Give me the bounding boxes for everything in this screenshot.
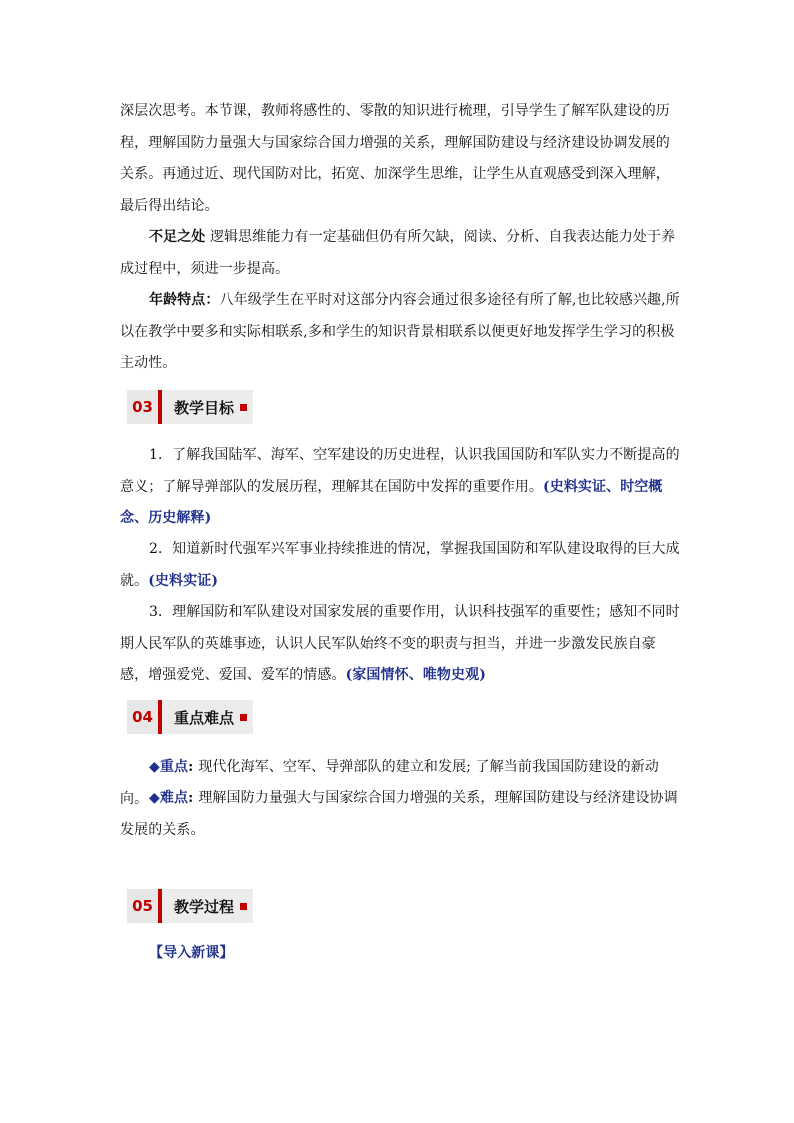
key-text: 现代化海军、空军、导弹部队的建立和发展; 了解当前我国国防建设的新动向。 [120,759,659,807]
section-header-process [127,889,253,923]
section-title: 重点难点 [162,700,253,734]
section-header-goals [127,390,253,424]
difficult-text: 理解国防力量强大与国家综合国力增强的关系，理解国防建设与经济建设协调发展的关系。 [120,790,678,838]
goal-item-2: 2．知道新时代强军兴军事业持续推进的情况，掌握我国国防和军队建设取得的巨大成就。(史料实证) [120,541,680,589]
difficult-point: ◆难点: 理解国防力量强大与国家综合国力增强的关系，理解国防建设与经济建设协调发展的关系。 [120,790,678,838]
difficult-label: 难点 [159,790,189,806]
goal-tag: (史料实证、时空概念、历史解释) [120,478,663,526]
square-icon [240,903,247,910]
section-header-keypoints [127,700,253,734]
section-number: 04 [127,700,158,734]
goal-item-3: 3．理解国防和军队建设对国家发展的重要作用，认识科技强军的重要性；感知不同时期人民军队的英雄事迹，认识人民军队始终不变的职责与担当，并进一步激发民族自豪感，增强爱党、爱国、爱军的情感。(家国情怀、唯物史观) [120,604,680,683]
shortcoming-text: 逻辑思维能力有一定基础但仍有所欠缺，阅读、分析、自我表达能力处于养成过程中，须进一步提高。 [120,229,676,277]
goal-tag: (家国情怀、唯物史观) [345,667,486,683]
shortcoming-label: 不足之处 [149,229,206,245]
intro-paragraph: 深层次思考。本节课，教师将感性的、零散的知识进行梳理，引导学生了解军队建设的历程，理解国防力量强大与国家综合国力增强的关系，理解国防建设与经济建设协调发展的关系。再通过近、现代国防对比，拓宽、加深学生思维，让学生从直观感受到深入理解，最后得出结论。 [120,103,670,214]
process-heading: 【导入新课】 [149,945,234,961]
shortcoming-paragraph [120,222,680,285]
goal-tag: (史料实证) [148,572,219,589]
section-number: 05 [127,889,158,923]
section-title: 教学目标 [162,390,253,424]
goal-item-1: 1．了解我国陆军、海军、空军建设的历史进程，认识我国国防和军队实力不断提高的意义；了解导弹部队的发展历程，理解其在国防中发挥的重要作用。(史料实证、时空概念、历史解释) [120,447,680,526]
key-label: 重点 [159,759,189,775]
age-paragraph [120,285,680,380]
diamond-icon: ◆ [149,790,160,806]
age-text: 八年级学生在平时对这部分内容会通过很多途径有所了解,也比较感兴趣,所以在教学中要多和实际相联系,多和学生的知识背景相联系以便更好地发挥学生学习的积极主动性。 [120,292,680,371]
square-icon [240,714,247,721]
age-label: 年龄特点： [149,292,220,308]
section-title: 教学过程 [162,889,253,923]
square-icon [240,404,247,411]
diamond-icon: ◆ [149,759,160,775]
key-point: ◆重点: 现代化海军、空军、导弹部队的建立和发展; 了解当前我国国防建设的新动向。 [120,759,659,807]
section-number: 03 [127,390,158,424]
